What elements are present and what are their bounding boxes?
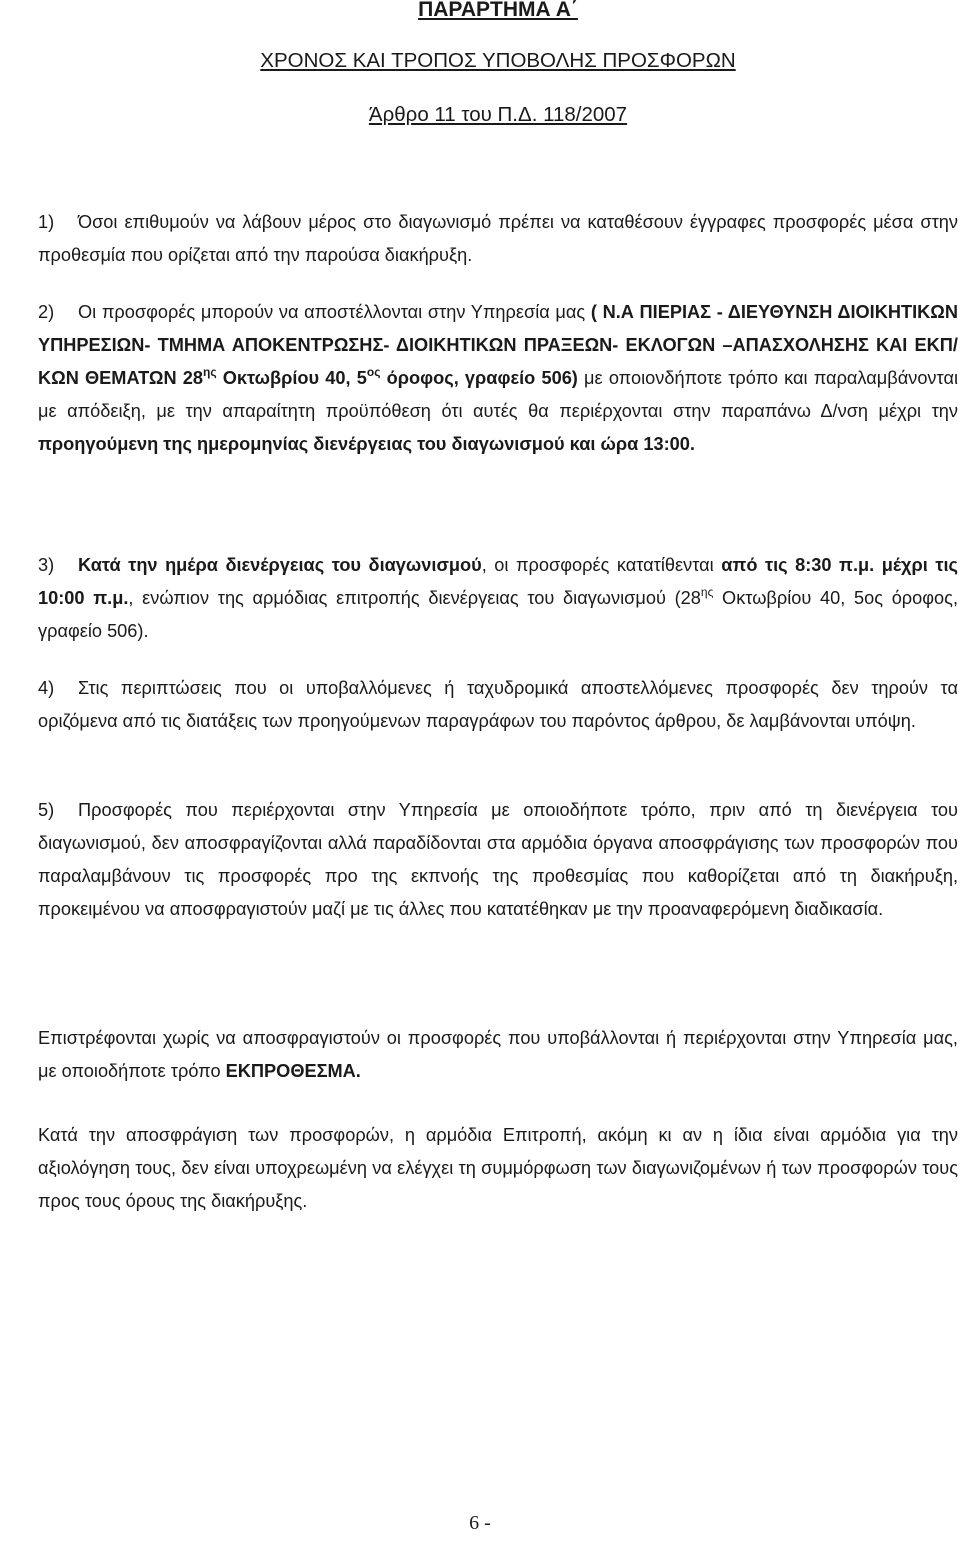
article-heading [38,103,958,127]
item-1-number: 1) [38,212,55,232]
item-1 [38,206,958,272]
item-3-text-b: , ενώπιον της αρμόδιας επιτροπής διενέργειας του διαγωνισμού (28 [128,588,701,608]
page-number: 6 - [469,1512,491,1534]
item-5 [38,794,958,926]
item-3-text-a: , οι προσφορές κατατίθενται [481,555,714,575]
article-label: Άρθρο 11 του Π.Δ. 118/2007 [368,103,628,126]
item-3 [38,549,958,648]
title-heading [38,49,958,73]
annex-label: ΠΑΡΑΡΤΗΜΑ Α΄ [418,0,578,21]
opening-text: Κατά την αποσφράγιση των προσφορών, η αρμόδια Επιτροπή, ακόμη κι αν η ίδια είναι αρμόδια για την αξιολόγηση τους, δεν είναι υποχρεωμένη να ελέγχει τη συμμόρφωση των διαγωνιζομένων ή των προσφορών τους προς τους όρους της διακήρυξης. [38,1125,958,1211]
item-2-text-b: με οποιονδήποτε τρόπο και παραλαμβάνονται με απόδειξη, με την απαραίτητη προϋπόθεση ότι αυτές θα περιέρχονται στην παραπάνω Δ/νση μέχρι την [38,368,959,421]
item-2-address: ( Ν.Α ΠΙΕΡΙΑΣ - ΔΙΕΥΘΥΝΣΗ ΔΙΟΙΚΗΤΙΚΩΝ ΥΠΗΡΕΣΙΩΝ- ΤΜΗΜΑ ΑΠΟΚΕΝΤΡΩΣΗΣ- ΔΙΟΙΚΗΤΙΚΩΝ ΠΡΑΞΕΩΝ- ΕΚΛΟΓΩΝ –ΑΠΑΣΧΟΛΗΣΗΣ ΚΑΙ ΕΚΠ/ΚΩΝ ΘΕΜΑΤΩΝ 28 [38,302,958,388]
item-2-sup-b: ος [366,365,381,379]
item-2-text-a: Οι προσφορές μπορούν να αποστέλλονται στην Υπηρεσία μας [78,302,586,322]
title-label: ΧΡΟΝΟΣ ΚΑΙ ΤΡΟΠΟΣ ΥΠΟΒΟΛΗΣ ΠΡΟΣΦΟΡΩΝ [260,49,736,72]
item-5-number: 5) [38,800,55,820]
item-2-deadline: προηγούμενη της ημερομηνίας διενέργειας του διαγωνισμού και ώρα 13:00. [38,434,695,454]
item-2 [38,296,958,461]
item-4 [38,672,958,738]
returned-text: Επιστρέφονται χωρίς να αποσφραγιστούν οι προσφορές που υποβάλλονται ή περιέρχονται στην Υπηρεσία μας, με οποιοδήποτε τρόπο [38,1028,958,1081]
item-3-text-c: Οκτωβρίου 40, 5ος όροφος, γραφείο 506). [38,588,958,641]
item-5-text: Προσφορές που περιέρχονται στην Υπηρεσία με οποιοδήποτε τρόπο, πριν από τη διενέργεια του διαγωνισμού, δεν αποσφραγίζονται αλλά παραδίδονται στα αρμόδια όργανα αποσφράγισης των προσφορών που παραλαμβάνουν τις προσφορές προ της εκπνοής της προθεσμίας που καθορίζεται από τη διακήρυξη, προκειμένου να αποσφραγιστούν μαζί με τις άλλες που κατατέθηκαν με την προαναφερόμενη διαδικασία. [38,800,958,919]
item-4-text: Στις περιπτώσεις που οι υποβαλλόμενες ή ταχυδρομικά αποστελλόμενες προσφορές δεν τηρούν τα οριζόμενα από τις διατάξεις των προηγούμενων παραγράφων του παρόντος άρθρου, δε λαμβάνονται υπόψη. [38,678,958,731]
item-2-address-street: Οκτωβρίου 40, 5 [216,368,367,388]
item-2-address-office: όροφος, γραφείο 506) [380,368,578,388]
returned-late: ΕΚΠΡΟΘΕΣΜΑ. [220,1061,361,1081]
item-3-number: 3) [38,555,55,575]
item-2-sup-a: ης [203,365,217,379]
paragraph-returned [38,1022,958,1088]
item-2-number: 2) [38,302,55,322]
item-3-hours: από τις 8:30 π.μ. μέχρι τις 10:00 π.μ. [38,555,958,608]
item-4-number: 4) [38,678,55,698]
item-3-day: Κατά την ημέρα διενέργειας του διαγωνισμού [78,555,482,575]
annex-heading [38,0,958,22]
item-1-text: Όσοι επιθυμούν να λάβουν μέρος στο διαγωνισμό πρέπει να καταθέσουν έγγραφες προσφορές μέσα στην προθεσμία που ορίζεται από την παρούσα διακήρυξη. [38,212,958,265]
paragraph-opening [38,1119,958,1218]
item-3-sup: ης [700,585,714,599]
